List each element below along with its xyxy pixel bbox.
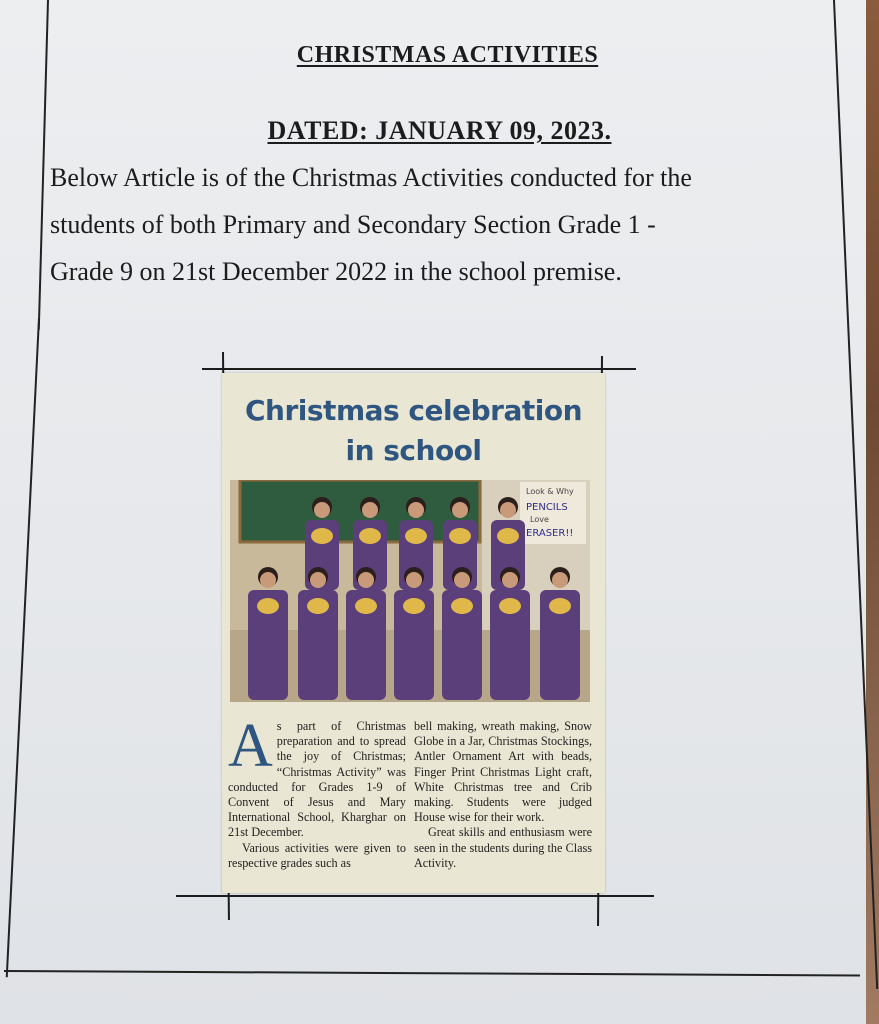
article-column-right: [414, 719, 592, 871]
headline-line: in school: [345, 434, 482, 467]
intro-line: Grade 9 on 21st December 2022 in the school premise.: [50, 257, 622, 286]
drop-cap: A: [228, 712, 273, 780]
article-paragraph: Great skills and enthusiasm were seen in the students during the Class Activity.: [414, 825, 592, 870]
svg-text:Love: Love: [530, 515, 549, 524]
crop-line-top: [202, 368, 636, 370]
svg-text:PENCILS: PENCILS: [526, 502, 568, 513]
svg-text:Look & Why: Look & Why: [526, 487, 574, 496]
document-date: DATED: JANUARY 09, 2023.: [267, 116, 612, 145]
clipping-headline: [222, 391, 605, 471]
article-paragraph: Various activities were given to respective grades such as: [228, 840, 406, 870]
intro-line: students of both Primary and Secondary Section Grade 1 -: [50, 210, 656, 239]
board-sign: [520, 482, 586, 544]
article-column-left: [228, 712, 406, 871]
crop-line-bottom: [176, 895, 654, 897]
class-photo-illustration: [230, 480, 590, 702]
intro-line: Below Article is of the Christmas Activities conducted for the: [50, 163, 692, 192]
class-photo: [230, 480, 590, 702]
article-paragraph: s part of Christmas preparation and to spread the joy of Christmas; “Christmas Activity” was conducted for Grades 1-9 of Convent of Jesus and Mary International School, Kharghar on 21st December.: [228, 719, 406, 840]
article-paragraph: bell making, wreath making, Snow Globe in a Jar, Christmas Stockings, Antler Ornament Art with beads, Finger Print Christmas Light craft, White Christmas tree and Crib making. Students were judged House wise for their work.: [414, 719, 592, 825]
headline-line: Christmas celebration: [245, 394, 582, 427]
svg-text:ERASER!!: ERASER!!: [526, 528, 574, 539]
newspaper-clipping: [222, 373, 605, 893]
document-title: CHRISTMAS ACTIVITIES: [296, 42, 599, 68]
intro-paragraph: [50, 154, 850, 295]
